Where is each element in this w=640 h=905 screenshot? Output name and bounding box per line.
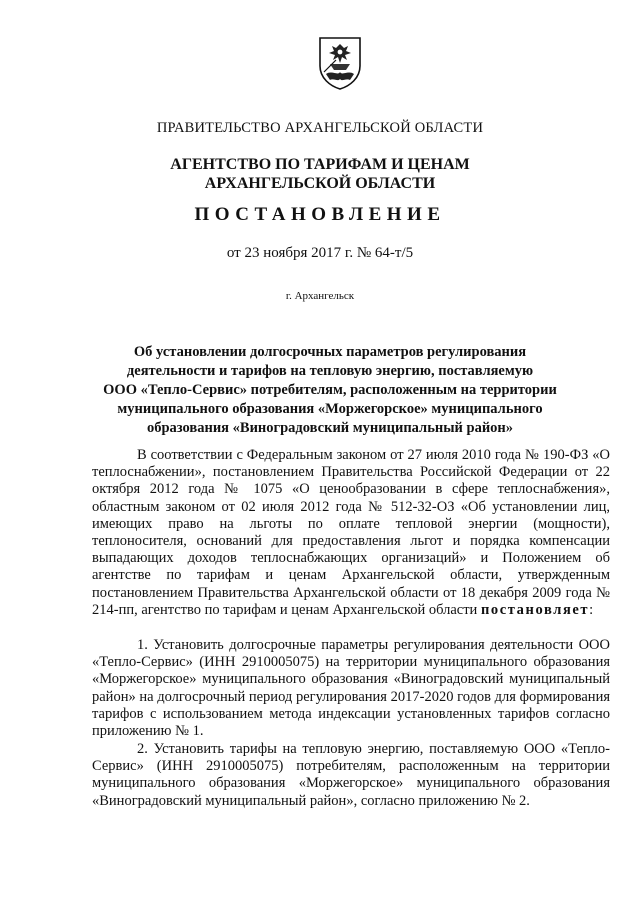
decree-title (90, 343, 570, 438)
resolves-word: постановляет (480, 601, 590, 618)
coat-of-arms-emblem (316, 36, 364, 90)
decree-date-number: от 23 ноября 2017 г. № 64-т/5 (226, 245, 414, 261)
decree-title-line-1: Об установлении долгосрочных параметров регулирования (133, 344, 527, 360)
document-type-heading: ПОСТАНОВЛЕНИЕ (194, 204, 446, 225)
agency-name-line-2: АРХАНГЕЛЬСКОЙ ОБЛАСТИ (204, 175, 436, 192)
preamble-text: В соответствии с Федеральным законом от 27 июля 2010 года № 190-ФЗ «О теплоснабжении», постановлением Правительства Российской Федерации от 22 октября 2012 года № 1075 «О ценообразовании в сфере теплоснабжения», областным законом от 02 июля 2012 года № 512-32-ОЗ «Об установлении лиц, имеющих право на льготы по оплате тепловой энергии (мощности), теплоносителя, оснований для предоставления льгот и порядка компенсации выпадающих доходов теплоснабжающих организаций» и Положением об агентстве по тарифам и ценам Архангельской области, утвержденным постановлением Правительства Архангельской области от 18 декабря 2009 года № 214-пп, агентство по тарифам и ценам Архангельской области (92, 447, 610, 618)
decree-title-line-5: образования «Виноградовский муниципальный район» (146, 420, 514, 436)
decree-title-line-2: деятельности и тарифов на тепловую энергию, поставляемую (126, 363, 534, 379)
city-name: г. Архангельск (285, 290, 355, 302)
preamble-colon: : (589, 601, 594, 618)
decree-title-line-4: муниципального образования «Моржегорское» муниципального (117, 401, 543, 417)
decree-title-line-3: ООО «Тепло-Сервис» потребителям, расположенным на территории (103, 382, 557, 398)
government-name: ПРАВИТЕЛЬСТВО АРХАНГЕЛЬСКОЙ ОБЛАСТИ (156, 120, 484, 136)
agency-name-line-1: АГЕНТСТВО ПО ТАРИФАМ И ЦЕНАМ (170, 156, 470, 173)
preamble-paragraph (92, 447, 610, 619)
clause-1-paragraph: 1. Установить долгосрочные параметры регулирования деятельности ООО «Тепло-Сервис» (ИНН 2910005075) на территории муниципального образования «Моржегорское» муниципального образования «Виноградовский муниципальный район» на долгосрочный период регулирования 2017-2020 годов для формирования тарифов с использованием метода индексации установленных тарифов согласно приложению № 1. (92, 637, 610, 740)
agency-name (0, 155, 640, 193)
clause-2-paragraph: 2. Установить тарифы на тепловую энергию, поставляемую ООО «Тепло-Сервис» (ИНН 2910005075) потребителям, расположенным на территории муниципального образования «Моржегорское» муниципального образования «Виноградовский муниципальный район», согласно приложению № 2. (92, 741, 610, 809)
